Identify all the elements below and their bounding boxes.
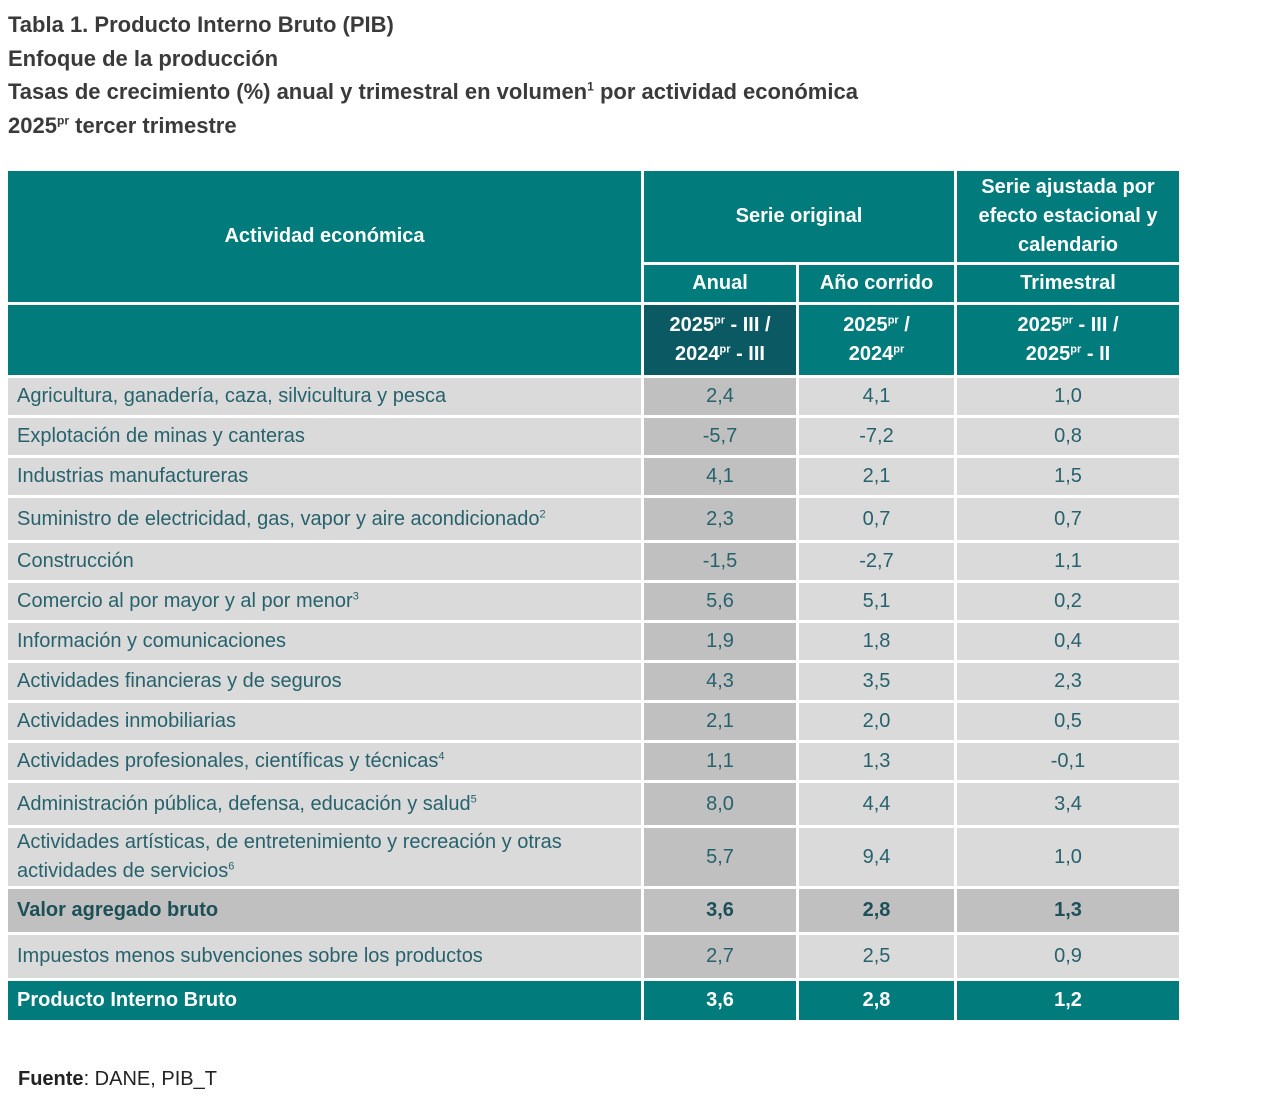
cell-trimestral: 3,4 xyxy=(957,783,1179,828)
header-serie-ajustada: Serie ajustada por efecto estacional y calendario xyxy=(957,171,1179,265)
row-label: Actividades financieras y de seguros xyxy=(8,663,644,703)
title-line-1: Tabla 1. Producto Interno Bruto (PIB) xyxy=(8,12,394,37)
cell-corrido: -2,7 xyxy=(799,543,957,583)
title-line-2: Enfoque de la producción xyxy=(8,45,279,71)
cell-corrido: 0,7 xyxy=(799,498,957,543)
header-ano-corrido: Año corrido xyxy=(799,265,957,305)
cell-corrido: -7,2 xyxy=(799,418,957,458)
cell-anual: 1,9 xyxy=(644,623,799,663)
table-row xyxy=(8,458,1179,498)
period-anual: $2025^{pr}$ - III / $2024^{pr}$ - III xyxy=(644,305,799,378)
gdp-table xyxy=(8,171,1179,1023)
cell-trimestral: 1,5 xyxy=(957,458,1179,498)
table-row-valor-agregado-bruto xyxy=(8,889,1179,935)
row-label: Impuestos menos subvenciones sobre los productos xyxy=(8,935,644,981)
header-anual: Anual xyxy=(644,265,799,305)
table-row xyxy=(8,543,1179,583)
cell-trimestral: 1,0 xyxy=(957,828,1179,889)
cell-anual: 3,6 xyxy=(644,981,799,1023)
cell-anual: 1,1 xyxy=(644,743,799,783)
cell-trimestral: 0,8 xyxy=(957,418,1179,458)
cell-anual: 4,3 xyxy=(644,663,799,703)
cell-anual: 2,3 xyxy=(644,498,799,543)
table-row xyxy=(8,743,1179,783)
cell-trimestral: 0,5 xyxy=(957,703,1179,743)
cell-anual: 5,7 xyxy=(644,828,799,889)
cell-anual: 5,6 xyxy=(644,583,799,623)
row-label: Agricultura, ganadería, caza, silvicultura y pesca xyxy=(8,378,644,418)
period-ano-corrido: $2025^{pr}$ / $2024^{pr}$ xyxy=(799,305,957,378)
cell-corrido: 2,0 xyxy=(799,703,957,743)
cell-anual: 2,1 xyxy=(644,703,799,743)
source-note: Fuente: DANE, PIB_T xyxy=(18,1068,217,1090)
cell-corrido: 2,5 xyxy=(799,935,957,981)
title-line-3: Tasas de crecimiento (%) anual y trimestral en volumen$^1$ por actividad económica xyxy=(8,79,858,104)
row-label: Valor agregado bruto xyxy=(8,889,644,935)
header-activity-continued xyxy=(8,305,644,378)
row-label: Producto Interno Bruto xyxy=(8,981,644,1023)
cell-anual: 3,6 xyxy=(644,889,799,935)
cell-trimestral: 2,3 xyxy=(957,663,1179,703)
cell-corrido: 2,1 xyxy=(799,458,957,498)
cell-trimestral: 1,2 xyxy=(957,981,1179,1023)
table-row xyxy=(8,378,1179,418)
cell-trimestral: 0,9 xyxy=(957,935,1179,981)
table-titles xyxy=(8,8,858,142)
row-label: Actividades artísticas, de entretenimiento y recreación y otras actividades de servicios$^6$ xyxy=(8,828,644,889)
row-label: Información y comunicaciones xyxy=(8,623,644,663)
row-label: Actividades inmobiliarias xyxy=(8,703,644,743)
table-row xyxy=(8,703,1179,743)
table-row-impuestos xyxy=(8,935,1179,981)
row-label: Industrias manufactureras xyxy=(8,458,644,498)
cell-trimestral: 0,4 xyxy=(957,623,1179,663)
period-trimestral: $2025^{pr}$ - III / $2025^{pr}$ - II xyxy=(957,305,1179,378)
cell-anual: 2,4 xyxy=(644,378,799,418)
row-label: Construcción xyxy=(8,543,644,583)
cell-trimestral: 1,1 xyxy=(957,543,1179,583)
header-trimestral: Trimestral xyxy=(957,265,1179,305)
cell-trimestral: 1,0 xyxy=(957,378,1179,418)
cell-corrido: 5,1 xyxy=(799,583,957,623)
row-label: Actividades profesionales, científicas y técnicas$^4$ xyxy=(8,743,644,783)
cell-corrido: 2,8 xyxy=(799,981,957,1023)
header-serie-original: Serie original xyxy=(644,171,957,265)
cell-anual: 8,0 xyxy=(644,783,799,828)
cell-anual: -5,7 xyxy=(644,418,799,458)
table-row xyxy=(8,783,1179,828)
cell-corrido: 1,3 xyxy=(799,743,957,783)
cell-corrido: 4,4 xyxy=(799,783,957,828)
row-label: Comercio al por mayor y al por menor$^3$ xyxy=(8,583,644,623)
cell-anual: -1,5 xyxy=(644,543,799,583)
row-label: Explotación de minas y canteras xyxy=(8,418,644,458)
cell-trimestral: 0,2 xyxy=(957,583,1179,623)
cell-trimestral: -0,1 xyxy=(957,743,1179,783)
table-row xyxy=(8,498,1179,543)
cell-trimestral: 0,7 xyxy=(957,498,1179,543)
header-activity: Actividad económica xyxy=(8,171,644,305)
cell-corrido: 4,1 xyxy=(799,378,957,418)
cell-corrido: 1,8 xyxy=(799,623,957,663)
cell-trimestral: 1,3 xyxy=(957,889,1179,935)
table-row xyxy=(8,663,1179,703)
title-line-4: $2025^{pr}$ tercer trimestre xyxy=(8,112,237,138)
row-label: Suministro de electricidad, gas, vapor y aire acondicionado$^2$ xyxy=(8,498,644,543)
table-row xyxy=(8,418,1179,458)
table-row-pib xyxy=(8,981,1179,1023)
cell-corrido: 9,4 xyxy=(799,828,957,889)
table-row xyxy=(8,583,1179,623)
cell-anual: 2,7 xyxy=(644,935,799,981)
table-row xyxy=(8,828,1179,889)
row-label: Administración pública, defensa, educación y salud$^5$ xyxy=(8,783,644,828)
cell-corrido: 2,8 xyxy=(799,889,957,935)
cell-corrido: 3,5 xyxy=(799,663,957,703)
cell-anual: 4,1 xyxy=(644,458,799,498)
table-row xyxy=(8,623,1179,663)
